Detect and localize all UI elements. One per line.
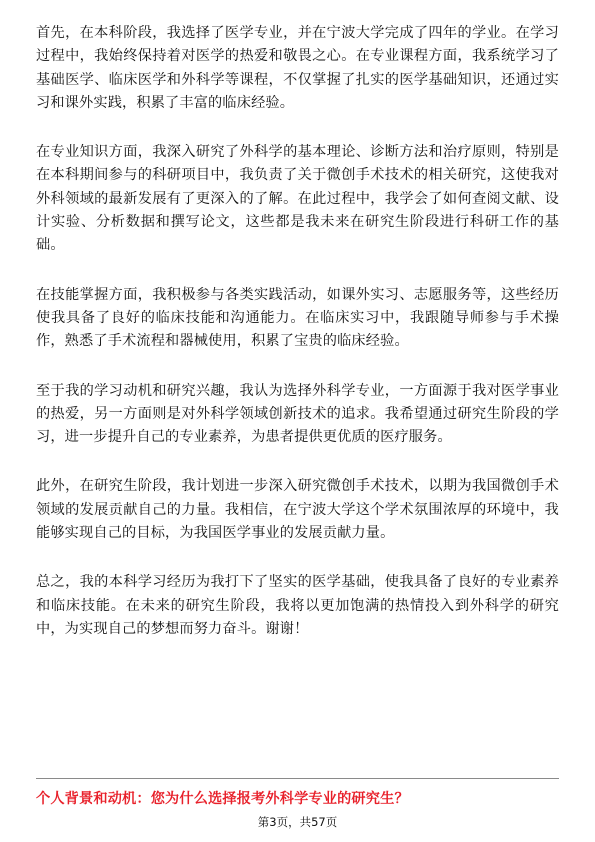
page-number: 第3页，共57页 — [257, 815, 338, 829]
paragraph-undergraduate: 首先，在本科阶段，我选择了医学专业，并在宁波大学完成了四年的学业。在学习过程中，我始终保持着对医学的热爱和敬畏之心。在专业课程方面，我系统学习了基础医学、临床医学和外科学等课程，不仅掌握了扎实的医学基础知识，还通过实习和课外实践，积累了丰富的临床经验。 — [36, 25, 559, 111]
document-body — [36, 22, 559, 667]
paragraph-professional-knowledge: 在专业知识方面，我深入研究了外科学的基本理论、诊断方法和治疗原则，特别是在本科期间参与的科研项目中，我负责了关于微创手术技术的相关研究，这使我对外科领域的最新发展有了更深入的了解。在此过程中，我学会了如何查阅文献、设计实验、分析数据和撰写论文，这些都是我未来在研究生阶段进行科研工作的基础。 — [36, 144, 559, 254]
paragraph-research-plan: 此外，在研究生阶段，我计划进一步深入研究微创手术技术，以期为我国微创手术领域的发展贡献自己的力量。我相信，在宁波大学这个学术氛围浓厚的环境中，我能够实现自己的目标，为我国医学事业的发展贡献力量。 — [36, 478, 559, 542]
question-heading: 个人背景和动机：您为什么选择报考外科学专业的研究生？ — [36, 791, 409, 807]
paragraph-motivation: 至于我的学习动机和研究兴趣，我认为选择外科学专业，一方面源于我对医学事业的热爱，另一方面则是对外科学领域创新技术的追求。我希望通过研究生阶段的学习，进一步提升自己的专业素养，为患者提供更优质的医疗服务。 — [36, 382, 559, 446]
paragraph-conclusion: 总之，我的本科学习经历为我打下了坚实的医学基础，使我具备了良好的专业素养和临床技能。在未来的研究生阶段，我将以更加饱满的热情投入到外科学的研究中，为实现自己的梦想而努力奋斗。谢谢！ — [36, 574, 559, 637]
paragraph-skills: 在技能掌握方面，我积极参与各类实践活动，如课外实习、志愿服务等，这些经历使我具备了良好的临床技能和沟通能力。在临床实习中，我跟随导师参与手术操作，熟悉了手术流程和器械使用，积累了宝贵的临床经验。 — [36, 286, 559, 350]
section-divider — [36, 778, 559, 779]
